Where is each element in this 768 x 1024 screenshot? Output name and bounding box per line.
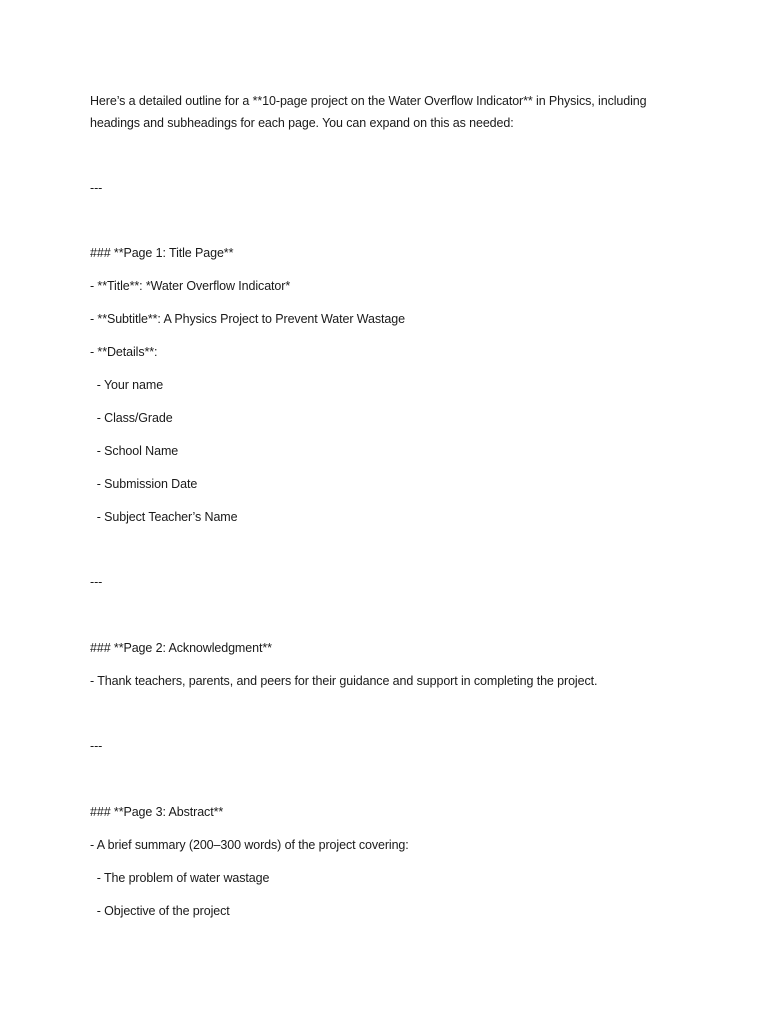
list-item: - Subject Teacher’s Name [90,510,238,524]
list-item: - Submission Date [90,477,198,491]
list-item: - A brief summary (200–300 words) of the project covering: [90,838,409,852]
list-item: - Thank teachers, parents, and peers for their guidance and support in completing the project. [90,674,598,688]
separator-line: --- [90,575,103,589]
list-item: - Your name [90,378,164,392]
page3-heading: ### **Page 3: Abstract** [90,805,224,819]
list-item: - The problem of water wastage [90,871,270,885]
page2-heading: ### **Page 2: Acknowledgment** [90,641,272,655]
list-item: - Class/Grade [90,411,173,425]
list-item: - **Subtitle**: A Physics Project to Prevent Water Wastage [90,312,405,326]
separator-line: --- [90,181,103,195]
list-item: - **Details**: [90,345,158,359]
intro-paragraph: Here’s a detailed outline for a **10-page project on the Water Overflow Indicator** in Physics, including headings and subheadings for each page. You can expand on this as needed: [90,94,647,130]
separator-line: --- [90,739,103,753]
page1-heading: ### **Page 1: Title Page** [90,246,234,260]
list-item: - School Name [90,444,179,458]
list-item: - **Title**: *Water Overflow Indicator* [90,279,291,293]
list-item: - Objective of the project [90,904,230,918]
